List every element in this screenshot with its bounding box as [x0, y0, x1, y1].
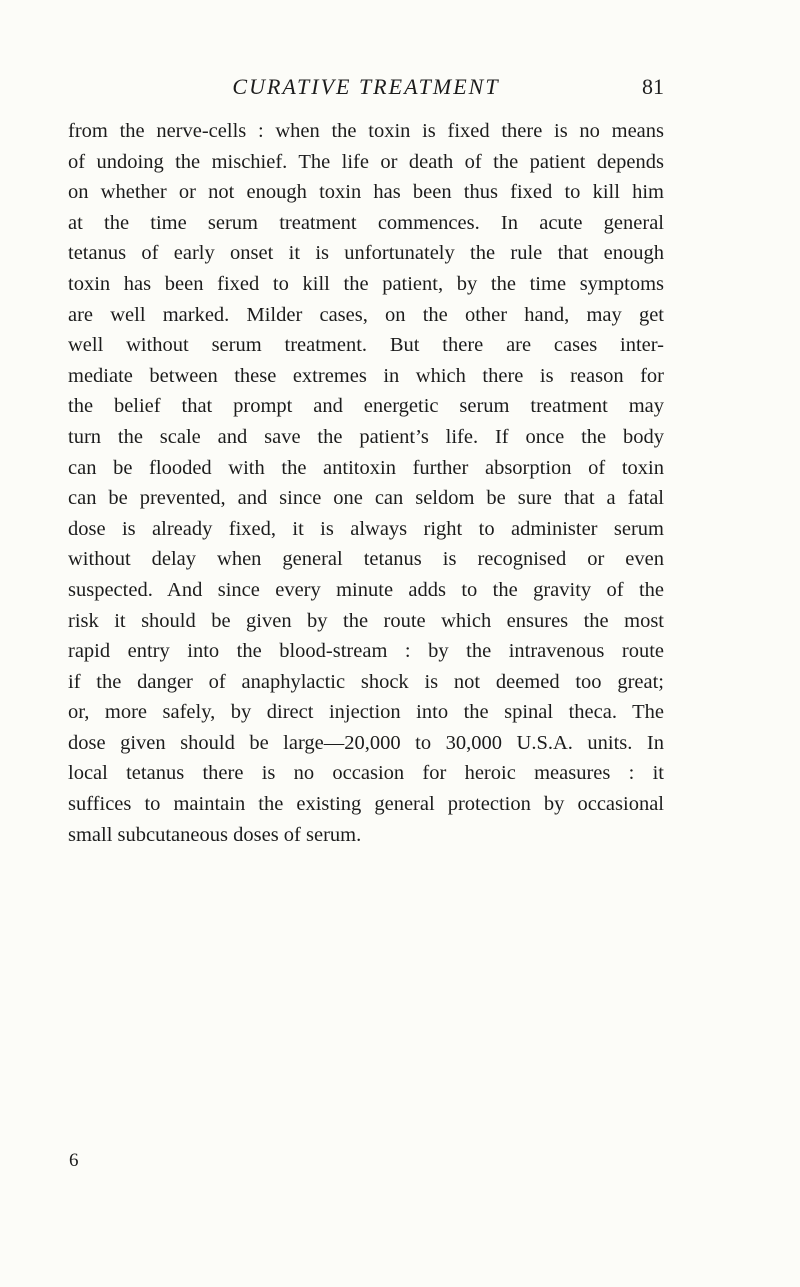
signature-mark: 6 [69, 1150, 79, 1171]
text-line: well without serum treatment. But there are cases inter- [68, 334, 664, 357]
text-line: can be flooded with the antitoxin further absorption of toxin [68, 456, 664, 479]
text-line: suffices to maintain the existing general protection by occasional [68, 793, 664, 816]
text-line: local tetanus there is no occasion for heroic measures : it [68, 762, 664, 785]
text-line: can be prevented, and since one can seldom be sure that a fatal [68, 487, 664, 510]
running-head [68, 74, 664, 106]
text-line: without delay when general tetanus is recognised or even [68, 548, 664, 571]
text-line: dose is already fixed, it is always right to administer serum [68, 517, 664, 540]
text-line: mediate between these extremes in which there is reason for [68, 364, 664, 387]
text-line: from the nerve-cells : when the toxin is fixed there is no means [68, 120, 664, 142]
text-line: tetanus of early onset it is unfortunately the rule that enough [68, 242, 664, 265]
text-line: turn the scale and save the patient’s life. If once the body [68, 425, 664, 448]
text-line: suspected. And since every minute adds to the gravity of the [68, 578, 664, 601]
text-line: if the danger of anaphylactic shock is not deemed too great; [68, 670, 664, 693]
text-line: toxin has been fixed to kill the patient, by the time symptoms [68, 272, 664, 295]
text-line: risk it should be given by the route which ensures the most [68, 609, 664, 632]
running-title: CURATIVE TREATMENT [232, 74, 500, 99]
page-number: 81 [642, 74, 664, 99]
text-line: of undoing the mischief. The life or death of the patient depends [68, 150, 664, 173]
text-line: at the time serum treatment commences. In acute general [68, 211, 664, 234]
text-line: on whether or not enough toxin has been thus fixed to kill him [68, 181, 664, 204]
text-line: or, more safely, by direct injection into the spinal theca. The [68, 701, 664, 724]
text-line: the belief that prompt and energetic serum treatment may [68, 395, 664, 418]
body-text [68, 116, 664, 850]
text-line: are well marked. Milder cases, on the other hand, may get [68, 303, 664, 326]
text-line: rapid entry into the blood-stream : by the intravenous route [68, 640, 664, 663]
text-line: dose given should be large—20,000 to 30,000 U.S.A. units. In [68, 731, 664, 754]
text-line: small subcutaneous doses of serum. [68, 823, 362, 846]
